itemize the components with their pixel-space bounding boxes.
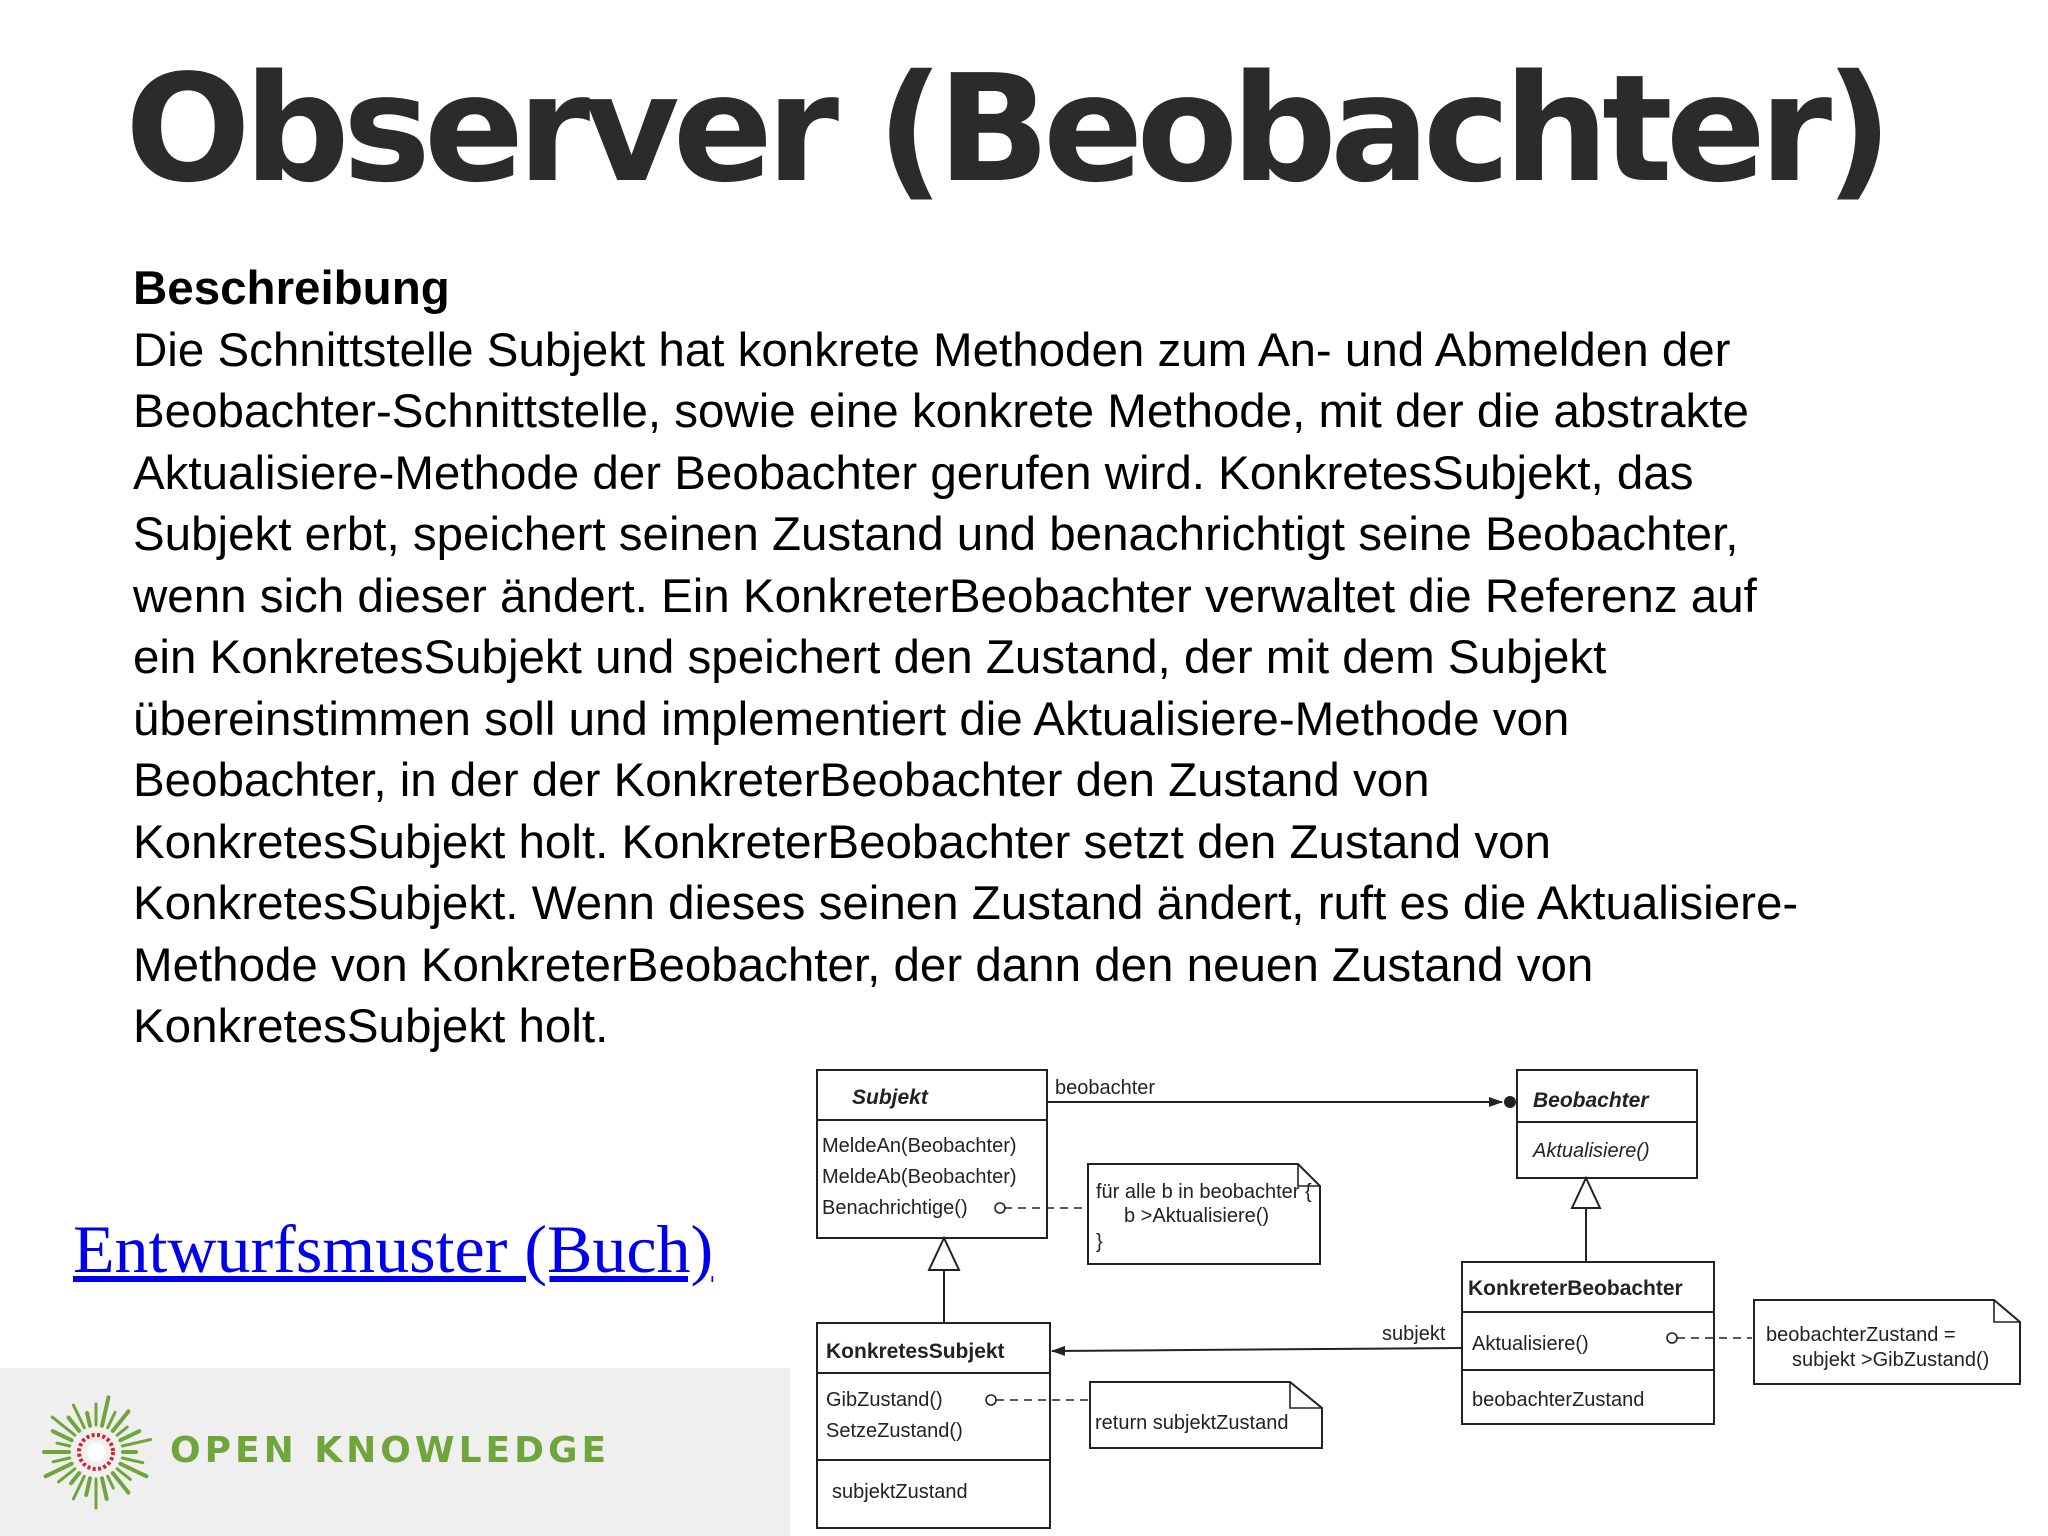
book-link[interactable]: Entwurfsmuster (Buch) — [73, 1211, 714, 1287]
footer-branding — [0, 1368, 790, 1536]
method-aktualisiere: Aktualisiere() — [1472, 1333, 1589, 1355]
generalization-subjekt — [929, 1238, 959, 1323]
page-title: Observer (Beobachter) — [125, 43, 1886, 215]
note-line: für alle b in beobachter { — [1096, 1181, 1312, 1203]
method-benachrichtige: Benachrichtige() — [822, 1197, 968, 1219]
description-line: KonkretesSubjekt holt. KonkreterBeobachter setzt den Zustand von — [133, 815, 1551, 869]
logo-ray — [108, 1412, 115, 1427]
class-name-konkretes-subjekt: KonkretesSubjekt — [826, 1340, 1005, 1363]
class-konkreter-beobachter — [1462, 1262, 1714, 1424]
logo-ray — [120, 1431, 139, 1440]
logo-ray — [86, 1478, 90, 1495]
logo-ray — [102, 1397, 108, 1425]
logo-ray — [57, 1443, 70, 1446]
association-beobachter — [1047, 1077, 1516, 1108]
attribute-beobachter-zustand: beobachterZustand — [1472, 1389, 1645, 1411]
logo-ray — [53, 1431, 72, 1440]
logo-ray — [69, 1418, 80, 1431]
class-name-beobachter: Beobachter — [1533, 1089, 1649, 1112]
method-setze-zustand: SetzeZustand() — [826, 1420, 963, 1442]
description-line: Beobachter, in der der KonkreterBeobachter den Zustand von — [133, 754, 1430, 807]
attribute-subjekt-zustand: subjektZustand — [832, 1481, 968, 1503]
description-line: wenn sich dieser ändert. Ein KonkreterBeobachter verwaltet die Referenz auf — [133, 569, 1757, 623]
logo-ray — [117, 1427, 127, 1435]
description-line: KonkretesSubjekt. Wenn dieses seinen Zustand ändert, ruft es die Aktualisiere- — [133, 877, 1799, 930]
logo-ray — [53, 1458, 70, 1462]
description-line: Subjekt erbt, speichert seinen Zustand und benachrichtigt seine Beobachter, — [133, 508, 1739, 561]
logo-ray — [108, 1476, 114, 1488]
generalization-beobachter — [1572, 1178, 1600, 1262]
note-line: beobachterZustand = — [1766, 1324, 1956, 1346]
uml-class-diagram — [790, 1040, 2040, 1536]
note-line: } — [1096, 1231, 1103, 1253]
method-aktualisiere-abstract: Aktualisiere() — [1533, 1140, 1650, 1162]
description-line: ein KonkretesSubjekt und speichert den Zustand, der mit dem Subjekt — [133, 631, 1607, 684]
association-label-subjekt: subjekt — [1382, 1323, 1446, 1345]
open-knowledge-logo-icon — [36, 1392, 156, 1512]
description-line: Methode von KonkreterBeobachter, der dann den neuen Zustand von — [133, 938, 1594, 992]
logo-ray — [122, 1440, 150, 1446]
class-name-subjekt: Subjekt — [852, 1086, 928, 1109]
class-konkretes-subjekt — [817, 1323, 1050, 1528]
description-body — [133, 320, 1973, 1058]
description-line: Die Schnittstelle Subjekt hat konkrete Methoden zum An- und Abmelden der — [133, 323, 1731, 377]
description-line: übereinstimmen soll und implementiert die Aktualisiere-Methode von — [133, 692, 1570, 746]
class-name-konkreter-beobachter: KonkreterBeobachter — [1468, 1277, 1683, 1300]
logo-ray — [71, 1473, 79, 1483]
brand-name: OPEN KNOWLEDGE — [170, 1430, 611, 1471]
description — [133, 258, 1973, 1058]
description-line: KonkretesSubjekt holt. — [133, 1000, 609, 1053]
note-line: b >Aktualisiere() — [1124, 1205, 1270, 1227]
association-label-beobachter: beobachter — [1055, 1077, 1156, 1099]
description-heading: Beschreibung — [133, 262, 450, 315]
description-line: Beobachter-Schnittstelle, sowie eine konkrete Methode, mit der die abstrakte — [133, 385, 1749, 438]
method-melde-ab: MeldeAb(Beobachter) — [822, 1166, 1017, 1188]
note-line: subjekt >GibZustand() — [1792, 1349, 1990, 1371]
association-subjekt — [1052, 1323, 1462, 1351]
method-gib-zustand: GibZustand() — [826, 1389, 943, 1411]
note-aktualisiere — [1667, 1300, 2020, 1384]
class-beobachter — [1517, 1070, 1697, 1178]
method-melde-an: MeldeAn(Beobachter) — [822, 1135, 1017, 1157]
description-line: Aktualisiere-Methode der Beobachter gerufen wird. KonkretesSubjekt, das — [133, 446, 1694, 500]
class-subjekt — [817, 1070, 1047, 1238]
logo-ray — [87, 1413, 90, 1426]
logo-ray — [102, 1478, 107, 1498]
note-line: return subjektZustand — [1095, 1412, 1289, 1434]
logo-ray — [122, 1458, 142, 1463]
